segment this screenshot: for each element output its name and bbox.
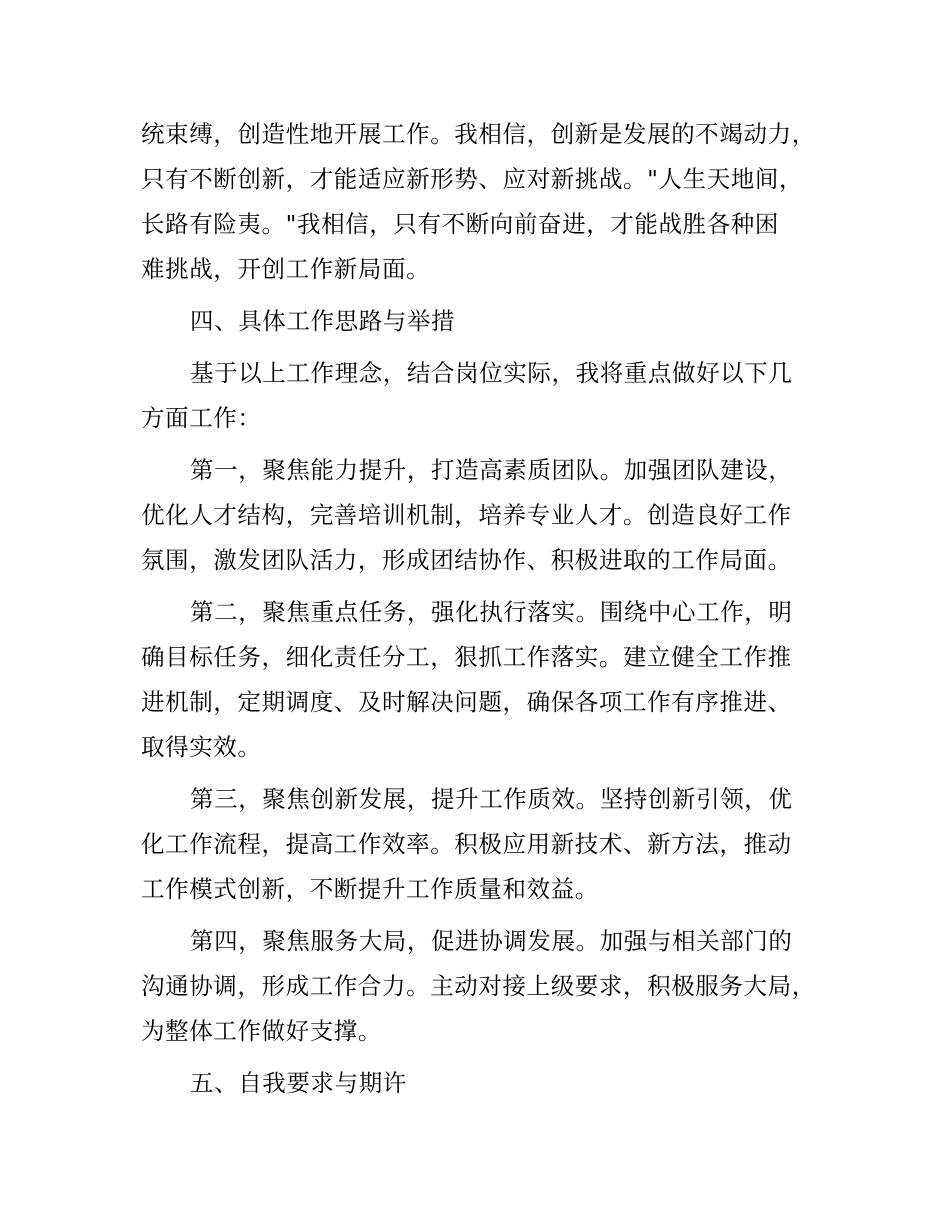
- heading-text: 五、自我要求与期许: [190, 1069, 407, 1097]
- text-line: 进机制，定期调度、及时解决问题，确保各项工作有序推进、: [141, 688, 792, 716]
- text-line: 氛围，激发团队活力，形成团结协作、积极进取的工作局面。: [141, 546, 792, 574]
- text-line: 长路有险夷。"我相信，只有不断向前奋进，才能战胜各种困: [141, 210, 780, 238]
- section-heading-5: [141, 1061, 831, 1106]
- text-line: 第二，聚焦重点任务，强化执行落实。围绕中心工作，明: [190, 598, 793, 626]
- text-line: 优化人才结构，完善培训机制，培养专业人才。创造良好工作: [141, 501, 792, 529]
- paragraph-innovation-continued: [141, 112, 831, 292]
- text-line: 只有不断创新，才能适应新形势、应对新挑战。"人生天地间，: [141, 165, 804, 193]
- text-line: 统束缚，创造性地开展工作。我相信，创新是发展的不竭动力，: [141, 120, 816, 148]
- document-body: [141, 112, 831, 1113]
- text-line: 取得实效。: [141, 733, 262, 761]
- text-line: 第四，聚焦服务大局，促进协调发展。加强与相关部门的: [190, 927, 793, 955]
- text-line: 第一，聚焦能力提升，打造高素质团队。加强团队建设，: [190, 456, 793, 484]
- paragraph-fourth: [141, 919, 831, 1054]
- text-line: 为整体工作做好支撑。: [141, 1017, 382, 1045]
- text-line: 工作模式创新，不断提升工作质量和效益。: [141, 875, 599, 903]
- text-line: 第三，聚焦创新发展，提升工作质效。坚持创新引领，优: [190, 785, 793, 813]
- paragraph-second: [141, 590, 831, 770]
- paragraph-first: [141, 448, 831, 583]
- text-line: 基于以上工作理念，结合岗位实际，我将重点做好以下几: [190, 359, 793, 387]
- section-heading-4: [141, 299, 831, 344]
- text-line: 难挑战，开创工作新局面。: [141, 255, 431, 283]
- text-line: 方面工作：: [141, 404, 262, 432]
- text-line: 确目标任务，细化责任分工，狠抓工作落实。建立健全工作推: [141, 643, 792, 671]
- heading-text: 四、具体工作思路与举措: [190, 307, 456, 335]
- paragraph-third: [141, 777, 831, 912]
- text-line: 化工作流程，提高工作效率。积极应用新技术、新方法，推动: [141, 830, 792, 858]
- text-line: 沟通协调，形成工作合力。主动对接上级要求，积极服务大局，: [141, 972, 816, 1000]
- paragraph-intro: [141, 351, 831, 441]
